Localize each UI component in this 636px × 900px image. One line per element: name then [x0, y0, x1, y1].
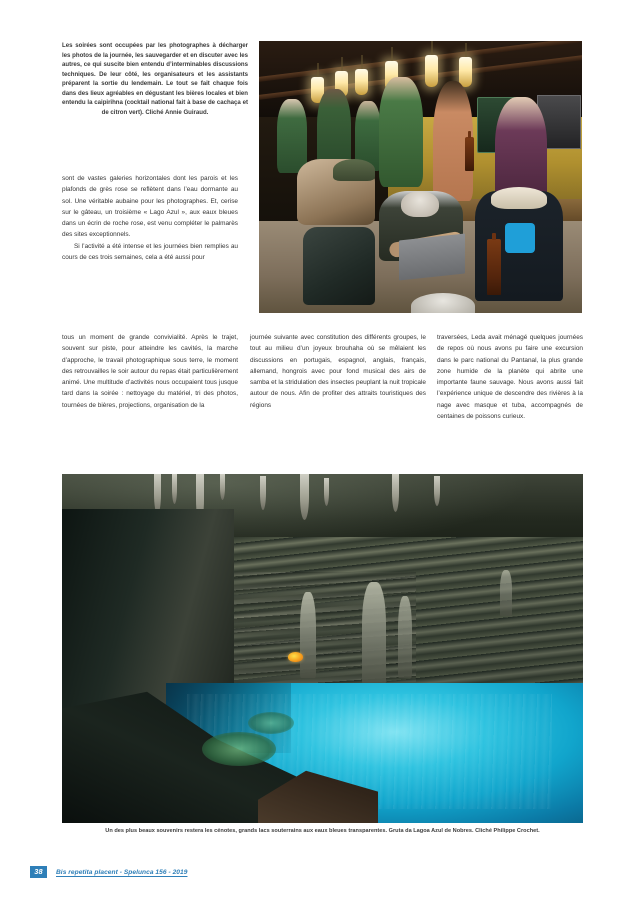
photo-flowstone-pillar	[300, 592, 316, 678]
photo-stalactite	[172, 474, 177, 504]
photo-bottle	[487, 239, 501, 295]
photo-stalactite	[220, 474, 225, 500]
photo-cenote	[62, 474, 583, 823]
photo-white-hat	[491, 187, 547, 209]
intro-caption: Les soirées sont occupées par les photographes à décharger les photos de la journée, les sauvegarder et en discuter avec les autres, ce qui suscite bien entendu d’interminables discussions techniques. De leur côté, les organisateurs et les assistants préparent la sortie du lendemain. Le tout se fait chaque fois dans des lieux agréables en dégustant les bières locales et bien entendu la caipirihna (cocktail national fait à base de cachaça et de citron vert). Cliché Annie Guiraud.	[62, 42, 248, 116]
photo-lamp	[355, 69, 368, 95]
photo-moss	[248, 712, 294, 734]
photo-stalactite	[392, 474, 399, 512]
photo-evening-bar	[259, 41, 582, 313]
photo-cap	[333, 159, 375, 181]
paragraph: tous un moment de grande convivialité. Après le trajet, souvent sur piste, pour atteindre les cavités, la marche d’approche, le travail photographique sous terre, le moment des retrouvailles le soir autour du repas était particulièrement animé. Une multitude d’activités nous occupaient tous jusque tard dans la soirée : nettoyage du matériel, tri des photos, tournées de bières, projections, organisation de la	[62, 334, 238, 409]
column-right	[437, 332, 583, 422]
photo-person-standing	[379, 77, 423, 187]
paragraph: Si l’activité a été intense et les journées bien remplies au cours de ces trois semaines, cela a été aussi pour	[62, 242, 238, 262]
footer	[30, 866, 187, 878]
column-left-lower	[62, 332, 238, 411]
photo-lamp	[459, 57, 472, 87]
footer-title: Bis repetita placent - Spelunca 156 - 2019	[56, 868, 188, 876]
page-number: 38	[30, 866, 47, 878]
photo-person	[277, 99, 307, 173]
photo-laptop	[399, 234, 465, 281]
photo-blue-shirt	[505, 223, 535, 253]
column-middle	[250, 332, 426, 411]
photo-flowstone-pillar	[500, 570, 512, 616]
paragraph: journée suivante avec constitution des différents groupes, le tout au milieu d’un joyeux brouhaha où se mêlaient les discussions en portugais, espagnol, anglais, français, allemand, hongrois avec pour fond musical des airs de samba et la stridulation des insectes peuplant la nuit tropicale autour de nous. Afin de profiter des attraits touristiques des régions	[250, 334, 426, 409]
photo-caption: Un des plus beaux souvenirs restera les cénotes, grands lacs souterrains aux eaux bleues transparentes. Gruta da Lagoa Azul de Nobres. Cliché Philippe Crochet.	[105, 828, 540, 834]
photo-backpack	[303, 227, 375, 305]
photo-stalactite	[260, 476, 266, 510]
photo-stalactite	[324, 478, 329, 506]
photo-grey-hair	[401, 191, 439, 217]
paragraph: sont de vastes galeries horizontales dont les parois et les plafonds de grès rose se reflètent dans l’eau dormante au sol. Une véritable aubaine pour les photographes. Et, cerise sur le gâteau, un troisième « Lago Azul », aux eaux bleues dans un écrin de roche rose, est venu compléter le palmarès des sites exceptionnels.	[62, 175, 238, 239]
paragraph: traversées, Leda avait ménagé quelques journées de repos où nous avons pu faire une excursion dans le parc national du Pantanal, la plus grande zone humide de la planète qui abrite une importante faune sauvage. Nous avons aussi fait l’expérience unique de descendre des rivières à la nage avec masque et tuba, accompagnés de centaines de poissons curieux.	[437, 334, 583, 421]
photo-foreground-head	[411, 293, 475, 313]
photo-moss	[202, 732, 276, 766]
photo-bottle	[465, 137, 474, 171]
photo-swimmer	[288, 652, 303, 662]
photo-flowstone-pillar	[398, 596, 412, 678]
photo-lamp	[425, 55, 438, 87]
column-left-upper	[62, 173, 238, 263]
photo-flowstone-pillar	[362, 582, 386, 686]
photo-stalactite	[434, 476, 440, 506]
photo-stalactite	[300, 474, 309, 520]
